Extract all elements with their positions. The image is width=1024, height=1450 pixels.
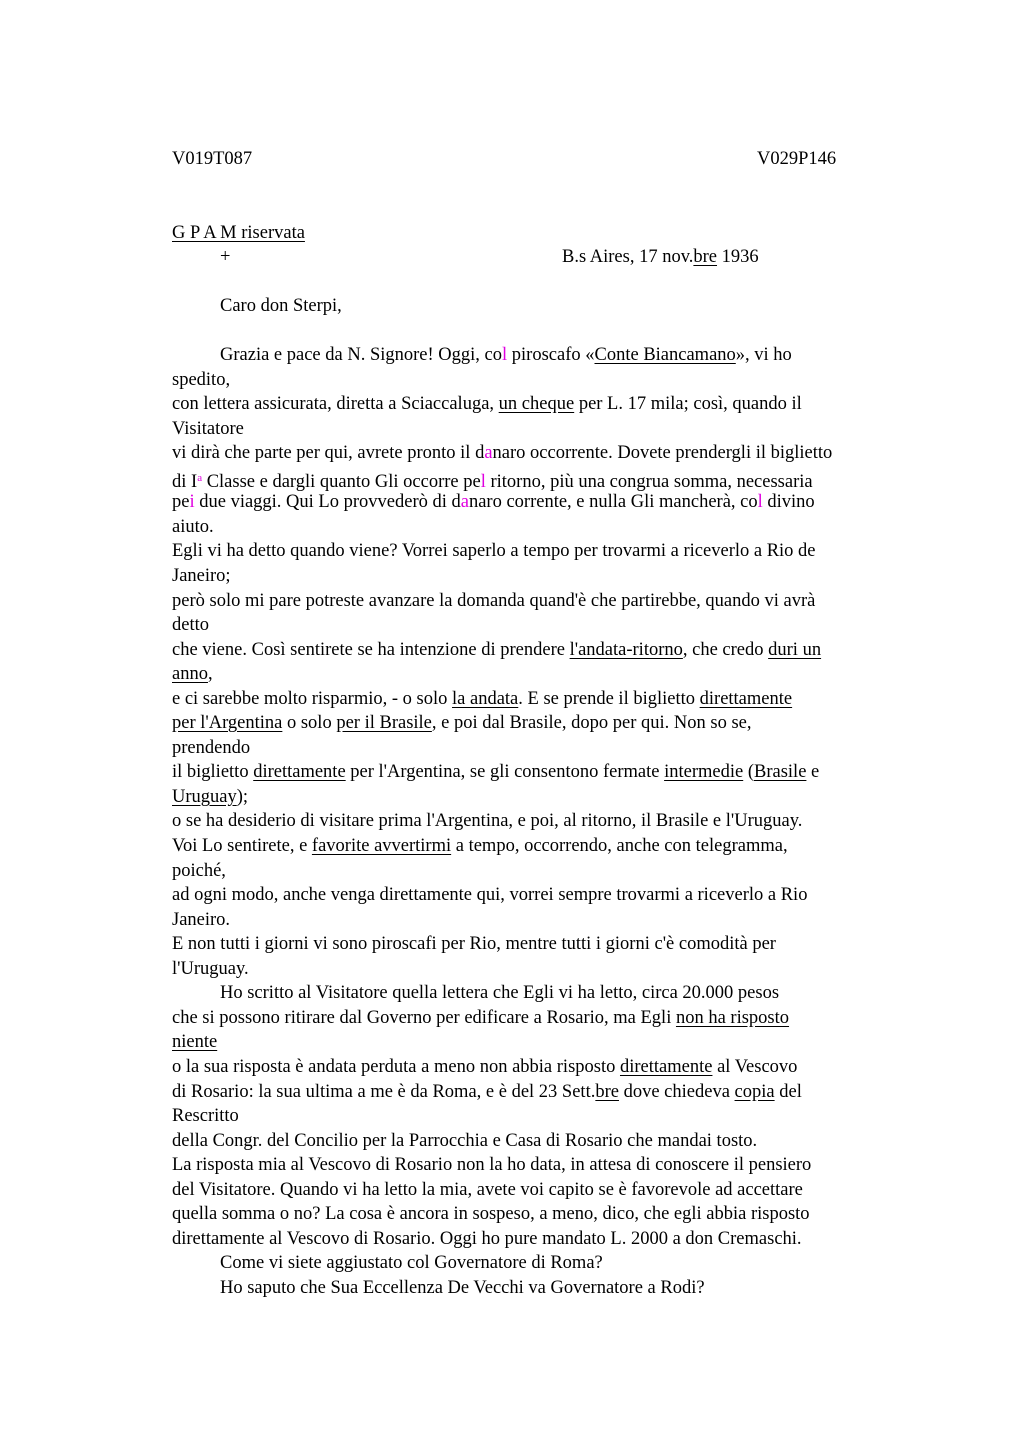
underlined-text: bre <box>595 1082 619 1102</box>
text-segment: quella somma o no? La cosa è ancora in sospeso, a meno, dico, che egli abbia risposto <box>172 1204 810 1224</box>
body-line <box>220 1251 603 1275</box>
body-line <box>172 687 792 711</box>
body-line <box>172 638 821 662</box>
body-line <box>172 785 248 809</box>
body-line <box>172 1104 239 1128</box>
underlined-text: per il Brasile <box>336 713 432 733</box>
body-line <box>172 736 250 760</box>
body-line <box>172 539 816 563</box>
place-date <box>562 245 759 269</box>
body-line <box>172 589 815 613</box>
text-segment: il biglietto <box>172 762 254 782</box>
text-segment: E non tutti i giorni vi sono piroscafi per Rio, mentre tutti i giorni c'è comodità per <box>172 934 776 954</box>
text-segment: , <box>207 664 213 684</box>
text-segment: Janeiro. <box>172 910 231 930</box>
text-segment: direttamente al Vescovo di Rosario. Oggi ho pure mandato L. 2000 a don Cremaschi. <box>172 1229 802 1249</box>
text-segment: Classe e dargli quanto Gli occorre pe <box>202 472 481 492</box>
text-segment: che si possono ritirare dal Governo per edificare a Rosario, ma Egli <box>172 1008 676 1028</box>
underlined-text: intermedie <box>664 762 744 782</box>
body-line <box>172 1030 217 1054</box>
body-line <box>172 1080 802 1104</box>
body-line <box>220 981 779 1005</box>
text-segment: per L. 17 mila; così, quando il <box>574 394 802 414</box>
body-line <box>172 515 214 539</box>
text-segment: al Vescovo <box>712 1057 798 1077</box>
text-segment: Visitatore <box>172 419 244 439</box>
body-line <box>172 1006 789 1030</box>
text-segment: l'Uruguay. <box>172 959 249 979</box>
underlined-text: la andata <box>452 689 519 709</box>
text-segment: e ci sarebbe molto risparmio, - o solo <box>172 689 453 709</box>
text-segment: di Rosario: la sua ultima a me è da Roma, e è del 23 Sett. <box>172 1082 596 1102</box>
body-line <box>172 908 230 932</box>
highlighted-char: l <box>757 492 763 512</box>
text-segment: detto <box>172 615 209 635</box>
underlined-text: Uruguay <box>172 787 237 807</box>
text-segment: », vi ho <box>735 345 792 365</box>
header-code-left: V019T087 <box>172 149 253 169</box>
text-segment: pe <box>172 492 190 512</box>
body-line <box>172 834 788 858</box>
text-segment: del Visitatore. Quando vi ha letto la mia, avete voi capito se è favorevole ad accettare <box>172 1180 803 1200</box>
body-line <box>172 711 751 735</box>
text-segment: Rescritto <box>172 1106 239 1126</box>
highlighted-char: a <box>484 443 493 463</box>
underlined-text: Brasile <box>754 762 807 782</box>
underlined-text: non ha risposto <box>675 1008 790 1028</box>
cross-mark: + <box>220 247 231 267</box>
body-line <box>172 1055 797 1079</box>
body-line <box>172 490 815 514</box>
text-segment: della Congr. del Concilio per la Parrocchia e Casa di Rosario che mandai tosto. <box>172 1131 758 1151</box>
text-segment: prendendo <box>172 738 251 758</box>
body-line <box>172 1153 811 1177</box>
text-segment: o solo <box>282 713 337 733</box>
text-segment: Ho scritto al Visitatore quella lettera che Egli vi ha letto, circa 20.000 pesos <box>220 983 780 1003</box>
text-segment: La risposta mia al Vescovo di Rosario non la ho data, in attesa di conoscere il pensiero <box>172 1155 812 1175</box>
text-segment: due viaggi. Qui Lo provvederò di d <box>194 492 461 512</box>
text-segment: divino <box>762 492 815 512</box>
body-line <box>172 809 802 833</box>
text-segment: Voi Lo sentirete, e <box>172 836 312 856</box>
text-segment: per l'Argentina, se gli consentono fermate <box>345 762 665 782</box>
body-line <box>172 957 249 981</box>
text-segment: che viene. Così sentirete se ha intenzione di prendere <box>172 640 570 660</box>
text-segment: , e poi dal Brasile, dopo per qui. Non so se, <box>431 713 752 733</box>
body-line <box>172 564 231 588</box>
text-segment: o la sua risposta è andata perduta a meno non abbia risposto <box>172 1057 620 1077</box>
highlighted-char: l <box>480 472 486 492</box>
text-segment: Grazia e pace da N. Signore! Oggi, co <box>220 345 503 365</box>
place-date-abbr: bre <box>693 247 718 267</box>
underlined-text: Conte Biancamano <box>594 345 736 365</box>
underlined-text: l'andata-ritorno <box>569 640 683 660</box>
text-segment: Come vi siete aggiustato col Governatore di Roma? <box>220 1253 603 1273</box>
body-line <box>172 1129 757 1153</box>
text-segment: però solo mi pare potreste avanzare la domanda quand'è che partirebbe, quando vi avrà <box>172 591 816 611</box>
highlighted-char: i <box>189 492 195 512</box>
place-date-text: B.s Aires, 17 nov. <box>562 247 694 267</box>
body-line <box>172 662 213 686</box>
text-segment: naro corrente, e nulla Gli mancherà, co <box>468 492 758 512</box>
text-segment: naro occorrente. Dovete prendergli il biglietto <box>492 443 833 463</box>
body-line <box>220 343 792 367</box>
text-segment: Ho saputo che Sua Eccellenza De Vecchi va Governatore a Rodi? <box>220 1278 705 1298</box>
text-segment: e <box>806 762 820 782</box>
underlined-text: duri un <box>768 640 822 660</box>
underlined-text: per l'Argentina <box>172 713 283 733</box>
text-segment: spedito, <box>172 370 231 390</box>
text-segment: vi dirà che parte per qui, avrete pronto il d <box>172 443 485 463</box>
text-segment: a tempo, occorrendo, anche con telegramma, <box>451 836 788 856</box>
body-line <box>220 1276 705 1300</box>
underlined-text: niente <box>172 1032 218 1052</box>
text-segment: dove chiedeva <box>618 1082 735 1102</box>
text-segment: Janeiro; <box>172 566 231 586</box>
underlined-text: direttamente <box>699 689 793 709</box>
text-segment: di I <box>172 472 198 492</box>
text-segment: ( <box>743 762 754 782</box>
highlighted-char: a <box>460 492 469 512</box>
document-heading: G P A M riservata <box>172 223 305 243</box>
text-segment: poiché, <box>172 861 226 881</box>
body-line <box>172 1227 802 1251</box>
body-line <box>172 1178 803 1202</box>
text-segment: Egli vi ha detto quando viene? Vorrei saperlo a tempo per trovarmi a riceverlo a Rio de <box>172 541 816 561</box>
salutation: Caro don Sterpi, <box>220 296 342 316</box>
text-segment: piroscafo « <box>507 345 595 365</box>
underlined-text: direttamente <box>253 762 346 782</box>
highlighted-char: l <box>502 345 508 365</box>
underlined-text: direttamente <box>619 1057 713 1077</box>
body-line <box>172 1202 810 1226</box>
body-line <box>172 883 807 907</box>
text-segment: aiuto. <box>172 517 214 537</box>
text-segment: , che credo <box>682 640 769 660</box>
body-line <box>172 932 776 956</box>
header-code-right: V029P146 <box>757 149 837 169</box>
body-line <box>172 859 226 883</box>
underlined-text: un cheque <box>498 394 575 414</box>
text-segment: ad ogni modo, anche venga direttamente qui, vorrei sempre trovarmi a riceverlo a Rio <box>172 885 808 905</box>
text-segment: ritorno, più una congrua somma, necessaria <box>485 472 813 492</box>
body-line <box>172 441 832 465</box>
underlined-text: copia <box>734 1082 775 1102</box>
body-line <box>172 417 244 441</box>
text-segment: . E se prende il biglietto <box>518 689 700 709</box>
text-segment: o se ha desiderio di visitare prima l'Argentina, e poi, al ritorno, il Brasile e l'Uruguay. <box>172 811 803 831</box>
text-segment: con lettera assicurata, diretta a Sciaccaluga, <box>172 394 499 414</box>
body-line <box>172 760 819 784</box>
underlined-text: anno <box>172 664 208 684</box>
body-line <box>172 613 209 637</box>
underlined-text: favorite avvertirmi <box>311 836 452 856</box>
body-line <box>172 392 802 416</box>
body-line <box>172 368 230 392</box>
text-segment: ); <box>236 787 249 807</box>
highlighted-char: a <box>197 472 203 484</box>
place-date-year: 1936 <box>717 247 759 267</box>
text-segment: del <box>774 1082 802 1102</box>
